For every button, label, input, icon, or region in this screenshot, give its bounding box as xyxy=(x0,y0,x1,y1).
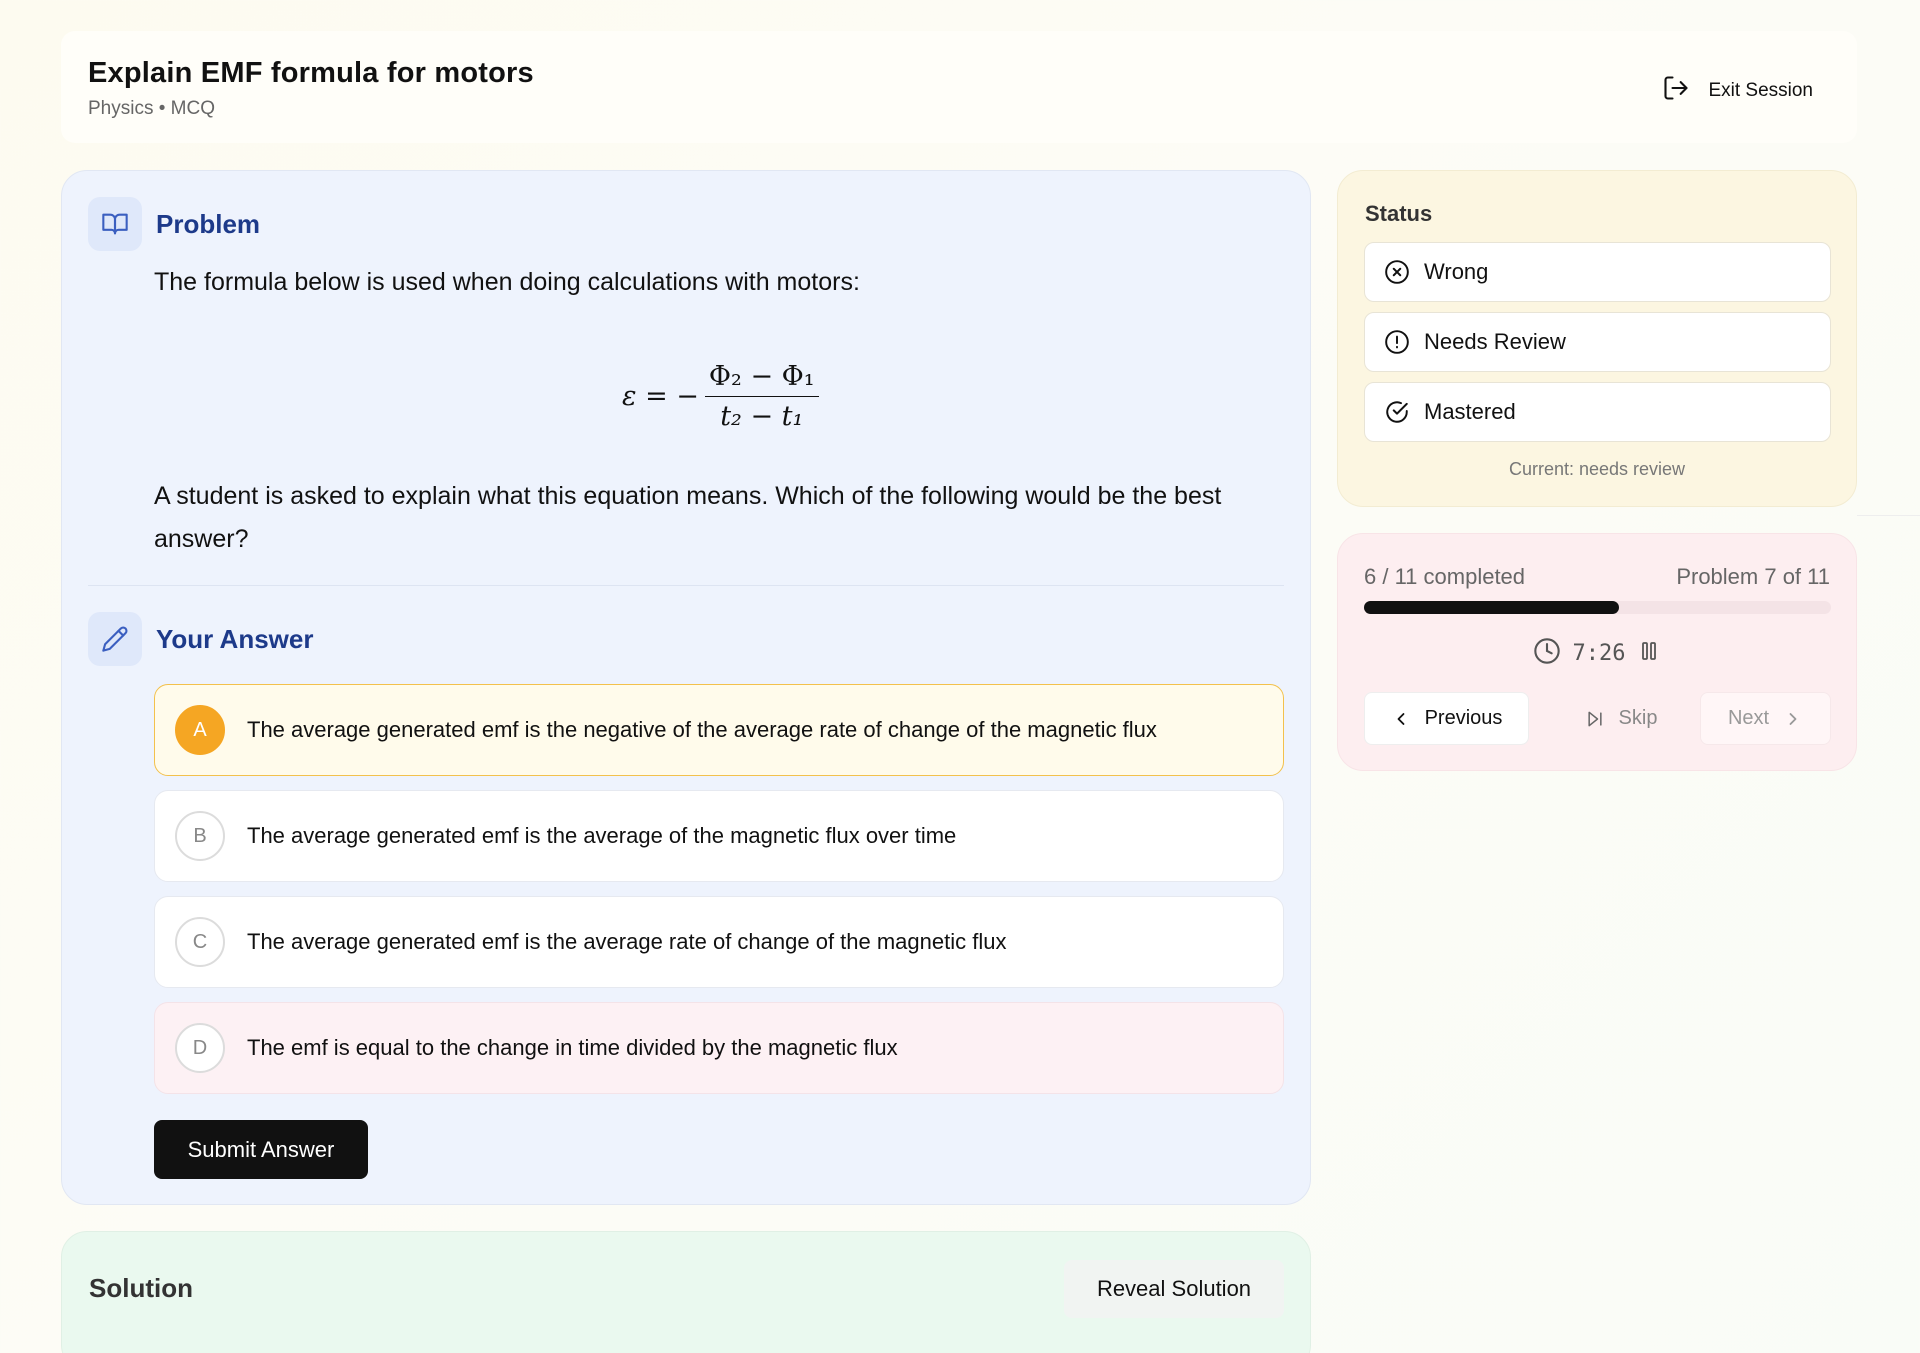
next-button[interactable] xyxy=(1700,692,1831,745)
problem-card xyxy=(61,170,1311,1205)
option-letter: D xyxy=(175,1023,225,1073)
skip-label: Skip xyxy=(1618,707,1658,729)
answer-option-d[interactable] xyxy=(154,1002,1284,1094)
pencil-icon xyxy=(88,612,142,666)
progress-bar-fill xyxy=(1364,601,1619,614)
problem-heading-label: Problem xyxy=(156,208,261,239)
page-title: Explain EMF formula for motors xyxy=(88,57,534,89)
page-subtitle: Physics • MCQ xyxy=(88,98,215,119)
status-mastered-button[interactable] xyxy=(1364,382,1831,442)
previous-button[interactable] xyxy=(1364,692,1529,745)
option-letter: C xyxy=(175,917,225,967)
clock-icon xyxy=(1533,637,1561,670)
chevron-left-icon xyxy=(1391,709,1411,729)
book-icon xyxy=(88,197,142,251)
exit-session-button[interactable] xyxy=(1662,71,1813,111)
progress-card xyxy=(1337,533,1857,771)
option-text: The average generated emf is the average rate of change of the magnetic flux xyxy=(247,929,1007,954)
session-header xyxy=(61,31,1857,143)
submit-answer-button[interactable]: Submit Answer xyxy=(154,1120,368,1179)
option-text: The average generated emf is the negative of the average rate of change of the magnetic flux xyxy=(247,717,1157,742)
answer-option-a[interactable] xyxy=(154,684,1284,776)
x-circle-icon xyxy=(1384,259,1410,285)
answer-heading-label: Your Answer xyxy=(156,623,314,654)
skip-forward-icon xyxy=(1585,709,1605,729)
formula-numerator: Φ₂ − Φ₁ xyxy=(705,361,819,397)
problem-heading xyxy=(88,197,260,251)
problem-position: Problem 7 of 11 xyxy=(1676,564,1830,589)
timer xyxy=(1338,637,1856,670)
status-wrong-label: Wrong xyxy=(1424,259,1489,284)
answer-option-c[interactable] xyxy=(154,896,1284,988)
previous-label: Previous xyxy=(1424,707,1503,729)
status-current: Current: needs review xyxy=(1508,459,1686,479)
option-text: The average generated emf is the average of the magnetic flux over time xyxy=(247,823,957,848)
answer-heading xyxy=(88,612,313,666)
progress-bar xyxy=(1364,601,1831,614)
next-label: Next xyxy=(1727,707,1770,729)
pause-icon[interactable] xyxy=(1637,639,1661,668)
option-letter: A xyxy=(175,705,225,755)
status-mastered-label: Mastered xyxy=(1424,399,1516,424)
formula-lhs: ε = − xyxy=(622,380,699,412)
exit-session-label: Exit Session xyxy=(1708,80,1813,101)
formula-denominator: t₂ − t₁ xyxy=(720,400,804,432)
problem-question: A student is asked to explain what this equation means. Which of the following would be the best answer? xyxy=(154,482,1222,553)
timer-value: 7:26 xyxy=(1572,641,1626,666)
status-needs-review-label: Needs Review xyxy=(1424,329,1566,354)
status-card xyxy=(1337,170,1857,507)
solution-title: Solution xyxy=(89,1273,193,1303)
reveal-solution-button[interactable]: Reveal Solution xyxy=(1064,1260,1284,1318)
skip-button[interactable] xyxy=(1566,692,1676,745)
status-wrong-button[interactable] xyxy=(1364,242,1831,302)
status-title: Status xyxy=(1365,201,1433,226)
section-divider xyxy=(88,585,1284,586)
alert-circle-icon xyxy=(1384,329,1410,355)
status-needs-review-button[interactable] xyxy=(1364,312,1831,372)
option-letter: B xyxy=(175,811,225,861)
emf-formula xyxy=(622,351,819,441)
answer-option-b[interactable] xyxy=(154,790,1284,882)
completed-count: 6 / 11 completed xyxy=(1364,564,1526,589)
side-divider xyxy=(1857,515,1920,516)
check-circle-icon xyxy=(1384,399,1410,425)
solution-card xyxy=(61,1231,1311,1353)
chevron-right-icon xyxy=(1783,709,1803,729)
problem-intro: The formula below is used when doing calculations with motors: xyxy=(154,268,860,296)
exit-icon xyxy=(1662,74,1690,108)
option-text: The emf is equal to the change in time divided by the magnetic flux xyxy=(247,1035,898,1060)
